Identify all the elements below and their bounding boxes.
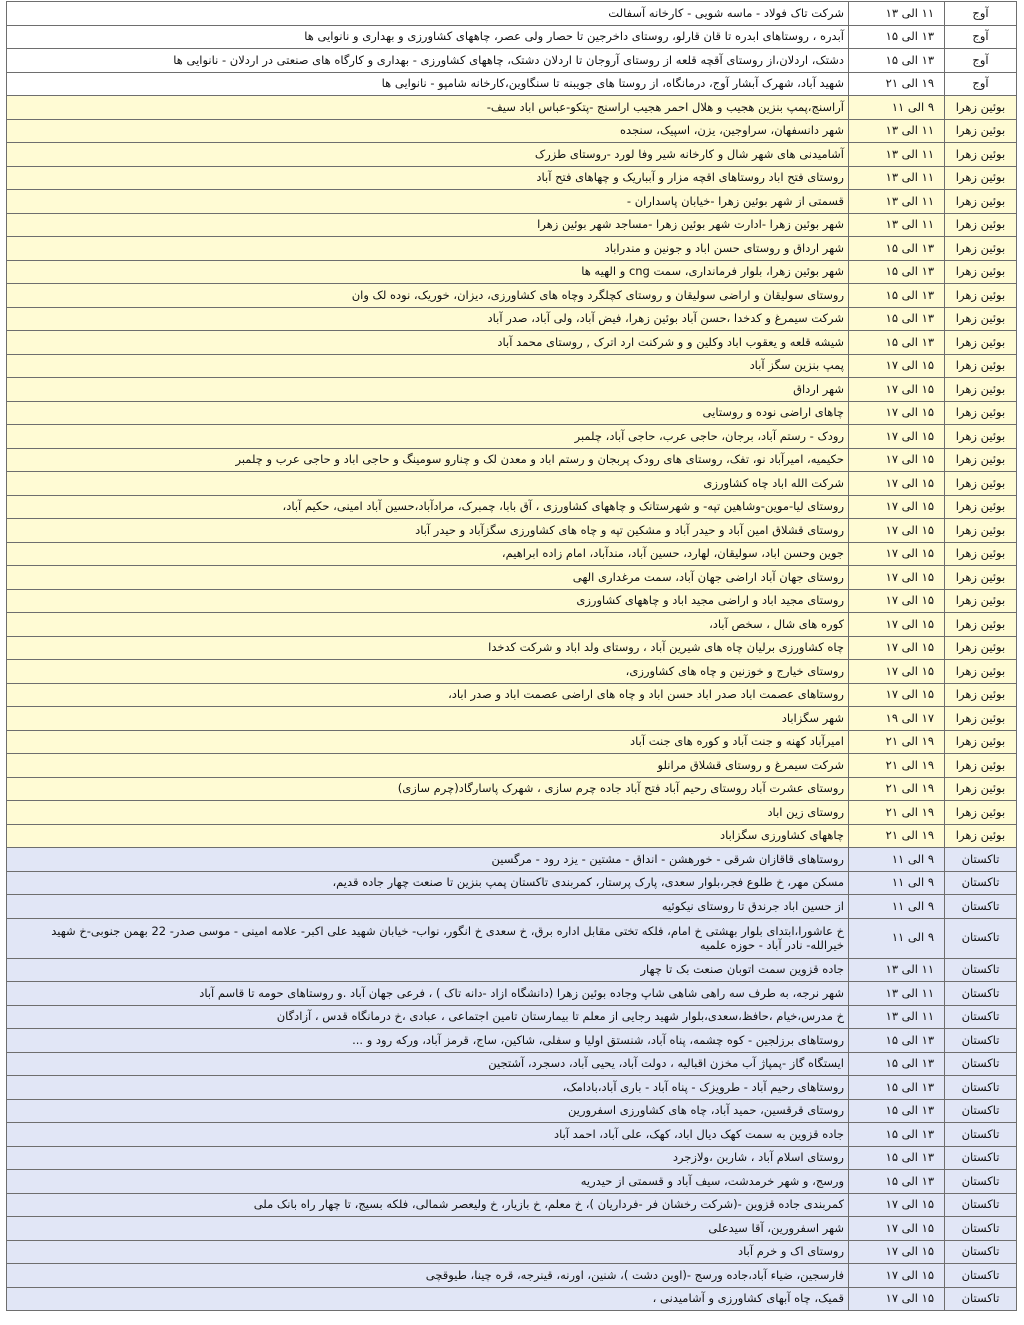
areas-cell: پمپ بنزین سگز آباد — [7, 354, 849, 378]
areas-cell: شرکت سیمرغ و کدخدا ،حسن آباد بوئین زهرا، فیض آباد، ولی آباد، صدر آباد — [7, 307, 849, 331]
time-cell: ۱۱ الی ۱۳ — [849, 166, 945, 190]
areas-cell: شهر ارداق — [7, 378, 849, 402]
table-row — [7, 542, 1017, 566]
region-cell: آوج — [945, 2, 1017, 26]
areas-cell: مسکن مهر، خ طلوع فجر،بلوار سعدی، پارک پرستار، کمربندی تاکستان پمپ بنزین تا صنعت چهار جاده قدیم، — [7, 871, 849, 895]
time-cell: ۱۵ الی ۱۷ — [849, 613, 945, 637]
region-cell: بوئین زهرا — [945, 213, 1017, 237]
time-cell: ۱۹ الی ۲۱ — [849, 777, 945, 801]
region-cell: بوئین زهرا — [945, 119, 1017, 143]
time-cell: ۱۵ الی ۱۷ — [849, 472, 945, 496]
table-row — [7, 636, 1017, 660]
time-cell: ۱۵ الی ۱۷ — [849, 378, 945, 402]
time-cell: ۱۱ الی ۱۳ — [849, 958, 945, 982]
areas-cell: روستای جهان آباد اراضی جهان آباد، سمت مرغداری الهی — [7, 566, 849, 590]
table-row — [7, 260, 1017, 284]
region-cell: تاکستان — [945, 1005, 1017, 1029]
time-cell: ۱۵ الی ۱۷ — [849, 660, 945, 684]
time-cell: ۱۹ الی ۲۱ — [849, 730, 945, 754]
time-cell: ۱۹ الی ۲۱ — [849, 72, 945, 96]
areas-cell: روستای اک و خرم آباد — [7, 1240, 849, 1264]
region-cell: بوئین زهرا — [945, 472, 1017, 496]
areas-cell: روستای سولیقان و اراضی سولیقان و روستای کچلگرد وچاه های کشاورزی، دیزان، خوریک، نوده لک وان — [7, 284, 849, 308]
region-cell: بوئین زهرا — [945, 401, 1017, 425]
areas-cell: ورسج، و شهر خرمدشت، سیف آباد و قسمتی از حیدریه — [7, 1170, 849, 1194]
areas-cell: روستای لیا-موین-وشاهین تپه- و شهرستانک و چاههای کشاورزی ، آق بابا، چمبرک، مرادآباد،حسین آباد امینی، حکیم آباد، — [7, 495, 849, 519]
region-cell: بوئین زهرا — [945, 260, 1017, 284]
time-cell: ۱۱ الی ۱۳ — [849, 982, 945, 1006]
areas-cell: شرکت تاک فولاد - ماسه شویی - کارخانه آسفالت — [7, 2, 849, 26]
time-cell: ۱۳ الی ۱۵ — [849, 307, 945, 331]
region-cell: بوئین زهرا — [945, 542, 1017, 566]
areas-cell: قسمتی از شهر بوئین زهرا -خیابان پاسداران - — [7, 190, 849, 214]
time-cell: ۱۳ الی ۱۵ — [849, 331, 945, 355]
time-cell: ۹ الی ۱۱ — [849, 918, 945, 958]
time-cell: ۱۱ الی ۱۳ — [849, 1005, 945, 1029]
time-cell: ۱۵ الی ۱۷ — [849, 425, 945, 449]
areas-cell: روستای قرقسین، حمید آباد، چاه های کشاورزی اسفرورین — [7, 1099, 849, 1123]
time-cell: ۱۵ الی ۱۷ — [849, 401, 945, 425]
table-row — [7, 1240, 1017, 1264]
time-cell: ۱۵ الی ۱۷ — [849, 519, 945, 543]
table-row — [7, 448, 1017, 472]
table-row — [7, 96, 1017, 120]
areas-cell: روستای اسلام آباد ، شاربن ،ولازجرد — [7, 1146, 849, 1170]
table-row — [7, 425, 1017, 449]
table-row — [7, 119, 1017, 143]
time-cell: ۱۵ الی ۱۷ — [849, 1264, 945, 1288]
table-row — [7, 1146, 1017, 1170]
areas-cell: روستاهای عصمت اباد صدر اباد حسن اباد و چاه های اراضی عصمت اباد و صدر اباد، — [7, 683, 849, 707]
table-row — [7, 777, 1017, 801]
table-row — [7, 49, 1017, 73]
time-cell: ۱۳ الی ۱۵ — [849, 1029, 945, 1053]
table-row — [7, 1076, 1017, 1100]
areas-cell: از حسین اباد جرندق تا روستای نیکوئیه — [7, 895, 849, 919]
areas-cell: شهر ارداق و روستای حسن اباد و جونین و مندراباد — [7, 237, 849, 261]
region-cell: تاکستان — [945, 1099, 1017, 1123]
table-row — [7, 1005, 1017, 1029]
time-cell: ۱۹ الی ۲۱ — [849, 801, 945, 825]
time-cell: ۱۵ الی ۱۷ — [849, 542, 945, 566]
table-row — [7, 1099, 1017, 1123]
table-row — [7, 472, 1017, 496]
areas-cell: رودک - رستم آباد، برجان، حاجی عرب، حاجی آباد، چلمبر — [7, 425, 849, 449]
time-cell: ۱۹ الی ۲۱ — [849, 754, 945, 778]
time-cell: ۱۳ الی ۱۵ — [849, 25, 945, 49]
region-cell: بوئین زهرا — [945, 589, 1017, 613]
region-cell: بوئین زهرا — [945, 613, 1017, 637]
areas-cell: شهر دانسفهان، سراوجین، یزن، اسپیک، سنجده — [7, 119, 849, 143]
time-cell: ۱۱ الی ۱۳ — [849, 143, 945, 167]
region-cell: تاکستان — [945, 895, 1017, 919]
time-cell: ۱۱ الی ۱۳ — [849, 119, 945, 143]
table-row — [7, 213, 1017, 237]
time-cell: ۱۵ الی ۱۷ — [849, 1217, 945, 1241]
region-cell: بوئین زهرا — [945, 660, 1017, 684]
region-cell: تاکستان — [945, 982, 1017, 1006]
time-cell: ۱۳ الی ۱۵ — [849, 1052, 945, 1076]
table-row — [7, 566, 1017, 590]
table-row — [7, 754, 1017, 778]
region-cell: آوج — [945, 72, 1017, 96]
table-row — [7, 378, 1017, 402]
region-cell: بوئین زهرا — [945, 354, 1017, 378]
region-cell: تاکستان — [945, 1029, 1017, 1053]
areas-cell: روستای زین اباد — [7, 801, 849, 825]
region-cell: بوئین زهرا — [945, 425, 1017, 449]
time-cell: ۱۵ الی ۱۷ — [849, 636, 945, 660]
areas-cell: روستای قشلاق امین آباد و حیدر آباد و مشکین تپه و چاه های کشاورزی سگزآباد و حیدر آباد — [7, 519, 849, 543]
time-cell: ۱۱ الی ۱۳ — [849, 2, 945, 26]
region-cell: بوئین زهرا — [945, 307, 1017, 331]
areas-cell: چاه کشاورزی برلیان چاه های شیرین آباد ، روستای ولد اباد و شرکت کدخدا — [7, 636, 849, 660]
table-row — [7, 683, 1017, 707]
time-cell: ۹ الی ۱۱ — [849, 96, 945, 120]
areas-cell: چاهای اراضی نوده و روستایی — [7, 401, 849, 425]
region-cell: بوئین زهرا — [945, 96, 1017, 120]
areas-cell: کوره های شال ، سخص آباد، — [7, 613, 849, 637]
region-cell: بوئین زهرا — [945, 143, 1017, 167]
table-row — [7, 1217, 1017, 1241]
region-cell: بوئین زهرا — [945, 777, 1017, 801]
areas-cell: روستاهای قاقازان شرقی - خورهشن - انداق - مشتین - یزد رود - مرگسین — [7, 848, 849, 872]
areas-cell: چاههای کشاورزی سگزاباد — [7, 824, 849, 848]
region-cell: تاکستان — [945, 1170, 1017, 1194]
region-cell: بوئین زهرا — [945, 683, 1017, 707]
table-row — [7, 589, 1017, 613]
region-cell: بوئین زهرا — [945, 378, 1017, 402]
table-row — [7, 1264, 1017, 1288]
region-cell: بوئین زهرا — [945, 519, 1017, 543]
region-cell: تاکستان — [945, 1123, 1017, 1147]
table-row — [7, 2, 1017, 26]
areas-cell: جاده قزوین به سمت کهک دیال اباد، کهک، علی آباد، احمد آباد — [7, 1123, 849, 1147]
time-cell: ۱۳ الی ۱۵ — [849, 284, 945, 308]
region-cell: بوئین زهرا — [945, 166, 1017, 190]
time-cell: ۱۳ الی ۱۵ — [849, 1123, 945, 1147]
region-cell: بوئین زهرا — [945, 495, 1017, 519]
region-cell: بوئین زهرا — [945, 284, 1017, 308]
region-cell: بوئین زهرا — [945, 331, 1017, 355]
table-row — [7, 25, 1017, 49]
table-row — [7, 801, 1017, 825]
table-row — [7, 354, 1017, 378]
outage-schedule-table — [6, 1, 1017, 1311]
region-cell: بوئین زهرا — [945, 707, 1017, 731]
time-cell: ۱۵ الی ۱۷ — [849, 1240, 945, 1264]
time-cell: ۱۳ الی ۱۵ — [849, 1099, 945, 1123]
region-cell: تاکستان — [945, 1217, 1017, 1241]
time-cell: ۱۵ الی ۱۷ — [849, 1287, 945, 1311]
table-row — [7, 143, 1017, 167]
areas-cell: آراسنج،پمپ بنزین هجیب و هلال احمر هجیب اراسنج -پتکو-عباس اباد سیف- — [7, 96, 849, 120]
time-cell: ۹ الی ۱۱ — [849, 848, 945, 872]
time-cell: ۱۵ الی ۱۷ — [849, 589, 945, 613]
areas-cell: آشامیدنی های شهر شال و کارخانه شیر وفا لورد -روستای طزرک — [7, 143, 849, 167]
time-cell: ۱۳ الی ۱۵ — [849, 49, 945, 73]
region-cell: بوئین زهرا — [945, 190, 1017, 214]
region-cell: تاکستان — [945, 871, 1017, 895]
table-row — [7, 72, 1017, 96]
table-row — [7, 190, 1017, 214]
time-cell: ۱۳ الی ۱۵ — [849, 1170, 945, 1194]
region-cell: بوئین زهرا — [945, 566, 1017, 590]
time-cell: ۱۳ الی ۱۵ — [849, 1146, 945, 1170]
table-row — [7, 613, 1017, 637]
areas-cell: خ عاشورا،ابتدای بلوار بهشتی خ امام، فلکه تختی مقابل اداره برق، خ سعدی خ انگور، نواب- خیابان شهید علی اکبر- علامه امینی - موسی صدر- 22 بهمن جنوبی-خ شهید خیرالله- نادر آباد - حوزه علمیه — [7, 918, 849, 958]
region-cell: تاکستان — [945, 958, 1017, 982]
areas-cell: روستای مجید اباد و اراضی مجید اباد و چاههای کشاورزی — [7, 589, 849, 613]
table-row — [7, 331, 1017, 355]
table-row — [7, 660, 1017, 684]
table-row — [7, 1287, 1017, 1311]
areas-cell: جاده قزوین سمت اتوبان صنعت بک تا چهار — [7, 958, 849, 982]
table-row — [7, 982, 1017, 1006]
time-cell: ۱۳ الی ۱۵ — [849, 1076, 945, 1100]
table-row — [7, 495, 1017, 519]
areas-cell: روستاهای رحیم آباد - طرویزک - پناه آباد - باری آباد،بادامک، — [7, 1076, 849, 1100]
areas-cell: روستای خیارج و خوزنین و چاه های کشاورزی، — [7, 660, 849, 684]
areas-cell: شیشه قلعه و یعقوب اباد وکلین و و شرکنت ارد اترک , روستای محمد آباد — [7, 331, 849, 355]
region-cell: تاکستان — [945, 1076, 1017, 1100]
areas-cell: کمربندی جاده قزوین -(شرکت رخشان فر -فرداریان )، خ معلم، خ بازیار، خ ولیعصر شمالی، فلکه بسیج، تا چهار راه بانک ملی — [7, 1193, 849, 1217]
table-row — [7, 307, 1017, 331]
table-row — [7, 401, 1017, 425]
areas-cell: شهر بوئین زهرا -ادارت شهر بوئین زهرا -مساجد شهر بوئین زهرا — [7, 213, 849, 237]
region-cell: آوج — [945, 49, 1017, 73]
time-cell: ۱۳ الی ۱۵ — [849, 260, 945, 284]
table-row — [7, 824, 1017, 848]
time-cell: ۱۵ الی ۱۷ — [849, 566, 945, 590]
areas-cell: شهر اسفرورین، آقا سیدعلی — [7, 1217, 849, 1241]
areas-cell: شرکت الله اباد چاه کشاورزی — [7, 472, 849, 496]
time-cell: ۹ الی ۱۱ — [849, 895, 945, 919]
areas-cell: روستای فتح اباد روستاهای اقچه مزار و آبباریک و چهاهای فتح آباد — [7, 166, 849, 190]
areas-cell: امیرآباد کهنه و جنت آباد و کوره های جنت آباد — [7, 730, 849, 754]
time-cell: ۱۷ الی ۱۹ — [849, 707, 945, 731]
time-cell: ۹ الی ۱۱ — [849, 871, 945, 895]
table-row — [7, 730, 1017, 754]
region-cell: تاکستان — [945, 1193, 1017, 1217]
table-row — [7, 1052, 1017, 1076]
time-cell: ۱۱ الی ۱۳ — [849, 190, 945, 214]
region-cell: بوئین زهرا — [945, 448, 1017, 472]
table-row — [7, 237, 1017, 261]
areas-cell: فارسجین، ضیاء آباد،جاده ورسج -(اوین دشت )، شنین، اورنه، قینرجه، قره چینا، طیوقچی — [7, 1264, 849, 1288]
table-row — [7, 918, 1017, 958]
table-row — [7, 707, 1017, 731]
table-row — [7, 166, 1017, 190]
time-cell: ۱۵ الی ۱۷ — [849, 448, 945, 472]
areas-cell: شهر نرجه، به طرف سه راهی شاهی شاپ وجاده بوئین زهرا (دانشگاه ازاد -دانه تاک ) ، فرعی جهان آباد .و روستاهای حومه تا قاسم آباد — [7, 982, 849, 1006]
region-cell: تاکستان — [945, 1287, 1017, 1311]
table-row — [7, 871, 1017, 895]
region-cell: تاکستان — [945, 1146, 1017, 1170]
region-cell: تاکستان — [945, 918, 1017, 958]
time-cell: ۱۵ الی ۱۷ — [849, 683, 945, 707]
areas-cell: جوین وحسن اباد، سولیقان، لهارد، حسین آباد، مندآباد، امام زاده ابراهیم، — [7, 542, 849, 566]
region-cell: آوج — [945, 25, 1017, 49]
table-row — [7, 895, 1017, 919]
areas-cell: ایستگاه گاز -پمپاژ آب مخزن اقبالیه ، دولت آباد، یحیی آباد، دسجرد، آشتجین — [7, 1052, 849, 1076]
areas-cell: روستاهای برزلجین - کوه چشمه، پناه آباد، شنستق اولیا و سفلی، شاکین، ساج، قرمز آباد، ورکه رود و ... — [7, 1029, 849, 1053]
table-row — [7, 958, 1017, 982]
time-cell: ۱۱ الی ۱۳ — [849, 213, 945, 237]
region-cell: تاکستان — [945, 848, 1017, 872]
areas-cell: حکیمیه، امیرآباد نو، تفک، روستای های رودک پربجان و رستم اباد و معدن لک و چنارو سومینگ و حاجی اباد و حاجی عرب و چلمبر — [7, 448, 849, 472]
areas-cell: شهر سگزاباد — [7, 707, 849, 731]
table-row — [7, 1029, 1017, 1053]
time-cell: ۱۵ الی ۱۷ — [849, 354, 945, 378]
areas-cell: شرکت سیمرغ و روستای قشلاق مرانلو — [7, 754, 849, 778]
region-cell: بوئین زهرا — [945, 237, 1017, 261]
time-cell: ۱۳ الی ۱۵ — [849, 237, 945, 261]
region-cell: بوئین زهرا — [945, 636, 1017, 660]
areas-cell: دشتک، اردلان،از روستای آقچه قلعه از روستای آروجان تا اردلان دشتک، چاههای کشاورزی - بهداری و کارگاه های صنعتی در اردلان - نانوایی ها — [7, 49, 849, 73]
areas-cell: قمیک، چاه آبهای کشاورزی و آشامیدنی ، — [7, 1287, 849, 1311]
region-cell: تاکستان — [945, 1264, 1017, 1288]
table-row — [7, 848, 1017, 872]
table-row — [7, 1123, 1017, 1147]
time-cell: ۱۹ الی ۲۱ — [849, 824, 945, 848]
region-cell: بوئین زهرا — [945, 801, 1017, 825]
time-cell: ۱۵ الی ۱۷ — [849, 495, 945, 519]
areas-cell: آبدره ، روستاهای ابدره تا قان قارلو، روستای داخرجین تا حصار ولی عصر، چاههای کشاورزی و بهداری و نانوایی ها — [7, 25, 849, 49]
region-cell: بوئین زهرا — [945, 824, 1017, 848]
table-row — [7, 1193, 1017, 1217]
table-row — [7, 284, 1017, 308]
time-cell: ۱۵ الی ۱۷ — [849, 1193, 945, 1217]
region-cell: بوئین زهرا — [945, 730, 1017, 754]
areas-cell: شهید آباد، شهرک آبشار آوج، درمانگاه، از روستا های جویبنه تا سنگاوین،کارخانه شامپو - نانوایی ها — [7, 72, 849, 96]
areas-cell: روستای عشرت آباد روستای رحیم آباد فتح آباد جاده چرم سازی ، شهرک پاسارگاد(چرم سازی) — [7, 777, 849, 801]
table-row — [7, 519, 1017, 543]
areas-cell: خ مدرس،خیام ،حافظ،سعدی،بلوار شهید رجایی از معلم تا بیمارستان تامین اجتماعی ، عبادی ،خ درمانگاه قدس ، آزادگان — [7, 1005, 849, 1029]
region-cell: بوئین زهرا — [945, 754, 1017, 778]
table-row — [7, 1170, 1017, 1194]
region-cell: تاکستان — [945, 1240, 1017, 1264]
areas-cell: شهر بوئین زهرا، بلوار فرمانداری، سمت cng و الهیه ها — [7, 260, 849, 284]
region-cell: تاکستان — [945, 1052, 1017, 1076]
